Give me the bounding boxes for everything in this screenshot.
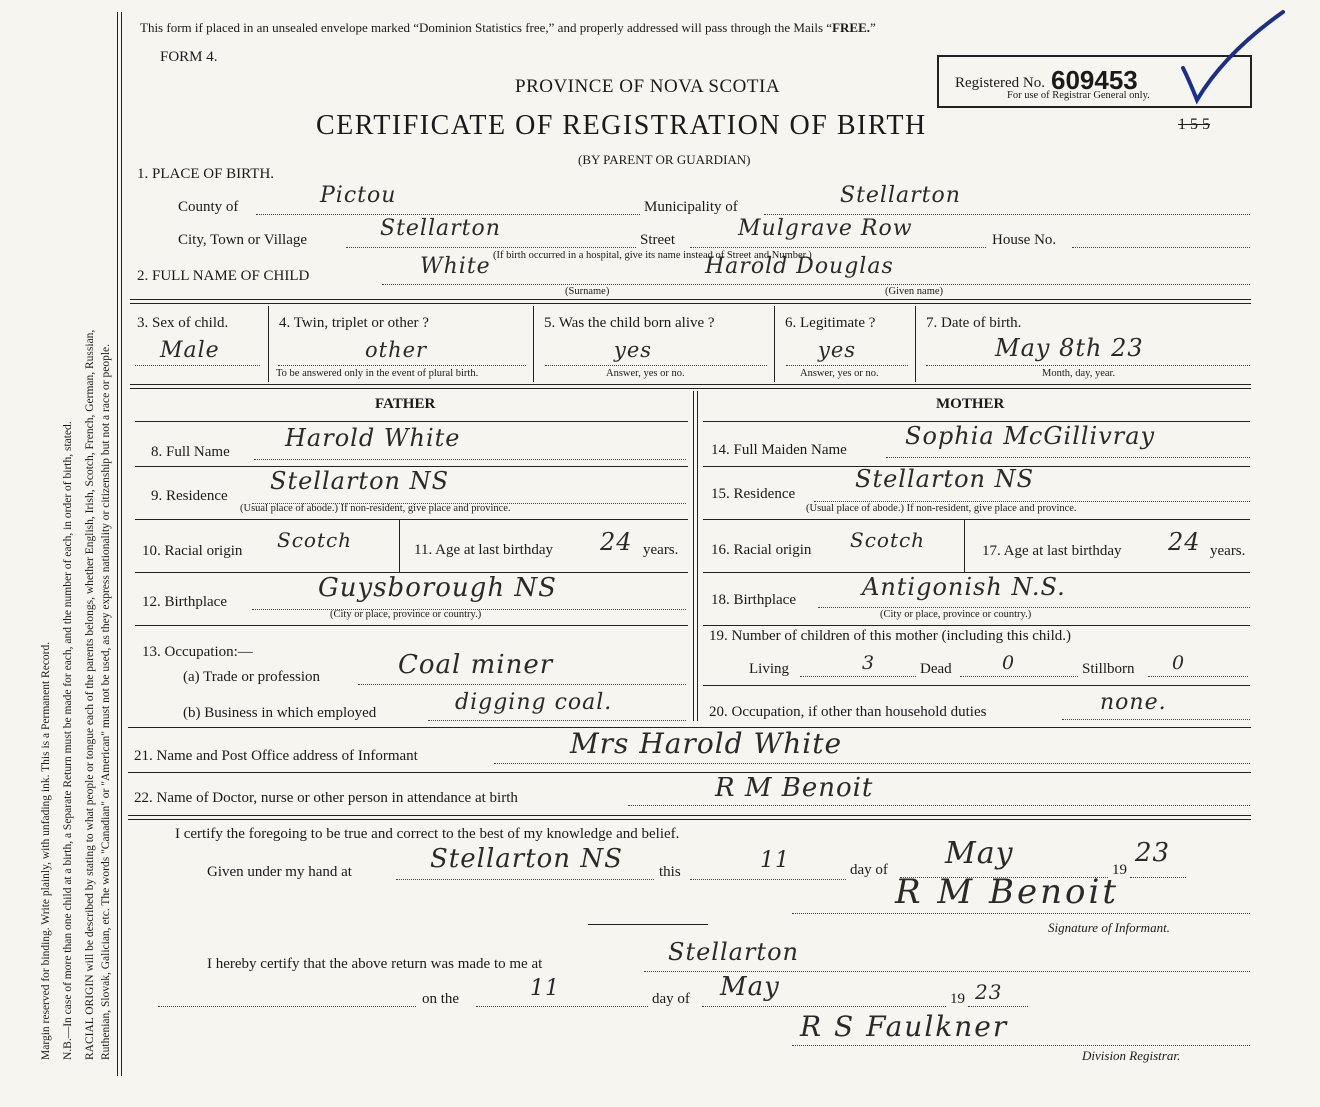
legitimate-field[interactable]: yes [818, 338, 857, 362]
father-birthplace-field[interactable]: Guysborough NS [318, 573, 557, 603]
mother-heading: MOTHER [936, 396, 1005, 412]
date-of-birth-label: 7. Date of birth. [926, 315, 1022, 331]
registered-number: 609453 [1051, 65, 1138, 95]
mother-race-field[interactable]: Scotch [850, 528, 926, 552]
registrar-signature: R S Faulkner [800, 1010, 1009, 1043]
father-residence-label: 9. Residence [151, 488, 228, 504]
given-name-caption: (Given name) [885, 286, 944, 297]
registrar-day-of-label: day of [652, 991, 690, 1007]
born-alive-field[interactable]: yes [614, 338, 653, 362]
margin-rule [117, 12, 118, 1076]
certify-day-of-label: day of [850, 862, 888, 878]
house-number-label: House No. [992, 232, 1057, 248]
registrar-day-field[interactable]: 11 [530, 976, 560, 1001]
father-race-label: 10. Racial origin [142, 543, 243, 559]
given-place-field[interactable]: Stellarton NS [430, 844, 623, 874]
child-given-name-field[interactable]: Harold Douglas [705, 254, 894, 279]
margin-note-binding: Margin reserved for binding. Write plainly, with unfading ink. This is a Permanent Record. [40, 641, 52, 1060]
registrar-on-the-label: on the [422, 991, 460, 1007]
registrar-year-prefix: 19 [950, 991, 965, 1007]
father-age-label: 11. Age at last birthday [414, 542, 553, 558]
municipality-field[interactable]: Stellarton [840, 183, 961, 208]
mother-race-label: 16. Racial origin [711, 542, 812, 558]
struck-mark: 1 5 5 [1178, 116, 1210, 133]
doctor-field[interactable]: R M Benoit [715, 773, 874, 803]
mother-age-label: 17. Age at last birthday [982, 543, 1122, 559]
certify-day-field[interactable]: 11 [760, 848, 790, 873]
certify-statement: I certify the foregoing to be true and correct to the best of my knowledge and belief. [175, 826, 680, 842]
sex-label: 3. Sex of child. [137, 315, 229, 331]
informant-signature-caption: Signature of Informant. [1048, 920, 1170, 935]
margin-note-racial-origin-2: Ruthenian, Slovak, Galician, etc. The words "Canadian" or "American" must not be used, as they express nationality or citizenship but not a race or people. [100, 343, 112, 1060]
date-of-birth-note: Month, day, year. [1042, 368, 1116, 379]
certificate-title: CERTIFICATE OF REGISTRATION OF BIRTH [316, 110, 927, 141]
child-surname-field[interactable]: White [420, 254, 491, 279]
county-label: County of [178, 199, 239, 215]
children-count-label: 19. Number of children of this mother (including this child.) [709, 628, 1072, 644]
twin-field[interactable]: other [365, 338, 428, 362]
mother-years: years. [1210, 543, 1246, 559]
city-field[interactable]: Stellarton [380, 216, 501, 241]
informant-label: 21. Name and Post Office address of Informant [134, 748, 418, 764]
dead-label: Dead [920, 661, 952, 677]
business-label: (b) Business in which employed [183, 705, 377, 721]
postal-notice-free: FREE. [832, 20, 870, 35]
this-label: this [659, 864, 681, 880]
registered-label: Registered No. [955, 75, 1045, 91]
trade-label: (a) Trade or profession [183, 669, 321, 685]
mother-birthplace-note: (City or place, province or country.) [880, 609, 1032, 620]
mother-name-label: 14. Full Maiden Name [711, 442, 847, 458]
certify-month-field[interactable]: May [945, 836, 1014, 871]
mother-birthplace-label: 18. Birthplace [711, 592, 796, 608]
municipality-label: Municipality of [644, 199, 738, 215]
mother-abode-note: (Usual place of abode.) If non-resident, give place and province. [806, 503, 1077, 514]
registrar-month-field[interactable]: May [720, 972, 780, 1002]
father-heading: FATHER [375, 396, 436, 412]
margin-note-multiple-births: N.B.—In case of more than one child at a birth, a Separate Return must be made for each, and the number of each, in order of birth, stated. [62, 421, 74, 1060]
certify-year-field[interactable]: 23 [1135, 838, 1171, 868]
living-label: Living [749, 661, 789, 677]
registrar-place-field[interactable]: Stellarton [668, 938, 799, 966]
margin-rule-inner [121, 12, 122, 1076]
mother-occupation-field[interactable]: none. [1100, 690, 1167, 715]
father-race-field[interactable]: Scotch [277, 528, 353, 552]
born-alive-label: 5. Was the child born alive ? [544, 315, 715, 331]
mother-residence-field[interactable]: Stellarton NS [855, 465, 1035, 493]
mother-residence-label: 15. Residence [711, 486, 796, 502]
margin-note-racial-origin: RACIAL ORIGIN will be described by stating to what people or tongue each of the parents belongs, whether English, Irish, Scotch, French, German, Russian, [84, 329, 96, 1060]
registrar-statement: I hereby certify that the above return was made to me at [207, 956, 543, 972]
informant-field[interactable]: Mrs Harold White [570, 727, 843, 760]
father-birthplace-label: 12. Birthplace [142, 594, 227, 610]
certify-year-prefix: 19 [1112, 862, 1127, 878]
check-mark-icon [1175, 8, 1290, 108]
legitimate-note: Answer, yes or no. [800, 368, 879, 379]
registrar-signature-caption: Division Registrar. [1082, 1048, 1181, 1063]
form-number: FORM 4. [160, 49, 218, 65]
legitimate-label: 6. Legitimate ? [785, 315, 876, 331]
living-field[interactable]: 3 [862, 652, 876, 674]
business-field[interactable]: digging coal. [455, 690, 613, 715]
doctor-label: 22. Name of Doctor, nurse or other person in attendance at birth [134, 790, 518, 806]
dead-field[interactable]: 0 [1002, 652, 1016, 674]
mother-occupation-label: 20. Occupation, if other than household duties [709, 704, 987, 720]
child-name-label: 2. FULL NAME OF CHILD [137, 268, 310, 284]
twin-label: 4. Twin, triplet or other ? [279, 315, 429, 331]
surname-caption: (Surname) [565, 286, 610, 297]
street-field[interactable]: Mulgrave Row [738, 216, 913, 241]
certificate-subtitle: (BY PARENT OR GUARDIAN) [578, 152, 751, 167]
father-age-field[interactable]: 24 [600, 528, 633, 556]
father-birthplace-note: (City or place, province or country.) [330, 609, 482, 620]
registrar-year-field[interactable]: 23 [975, 980, 1003, 1004]
postal-notice [140, 20, 876, 36]
sex-field[interactable]: Male [160, 338, 220, 363]
county-field[interactable]: Pictou [320, 183, 397, 208]
stillborn-field[interactable]: 0 [1172, 652, 1186, 674]
father-residence-field[interactable]: Stellarton NS [270, 467, 450, 495]
father-name-label: 8. Full Name [151, 444, 230, 460]
given-label: Given under my hand at [207, 864, 352, 880]
trade-field[interactable]: Coal miner [398, 650, 554, 680]
mother-birthplace-field[interactable]: Antigonish N.S. [862, 573, 1066, 601]
date-of-birth-field[interactable]: May 8th 23 [995, 334, 1144, 362]
registrar-use-note: For use of Registrar General only. [1007, 90, 1150, 101]
place-of-birth-label: 1. PLACE OF BIRTH. [137, 166, 275, 182]
mother-age-field[interactable]: 24 [1168, 528, 1201, 556]
born-alive-note: Answer, yes or no. [606, 368, 685, 379]
twin-note: To be answered only in the event of plural birth. [276, 368, 479, 379]
hospital-note: (If birth occurred in a hospital, give its name instead of Street and Number.) [493, 250, 812, 261]
province-heading: PROVINCE OF NOVA SCOTIA [515, 76, 781, 97]
father-abode-note: (Usual place of abode.) If non-resident, give place and province. [240, 503, 511, 514]
street-label: Street [640, 232, 675, 248]
father-name-field[interactable]: Harold White [285, 424, 461, 452]
informant-signature: R M Benoit [895, 872, 1120, 912]
city-label: City, Town or Village [178, 232, 308, 248]
father-years: years. [643, 542, 679, 558]
stillborn-label: Stillborn [1082, 661, 1135, 677]
father-occupation-label: 13. Occupation:— [142, 644, 253, 660]
postal-notice-text: This form if placed in an unsealed envelope marked “Dominion Statistics free,” and properly addressed will pass through the Mails “ [140, 20, 833, 35]
mother-name-field[interactable]: Sophia McGillivray [905, 422, 1156, 450]
postal-notice-end: ” [869, 20, 876, 35]
